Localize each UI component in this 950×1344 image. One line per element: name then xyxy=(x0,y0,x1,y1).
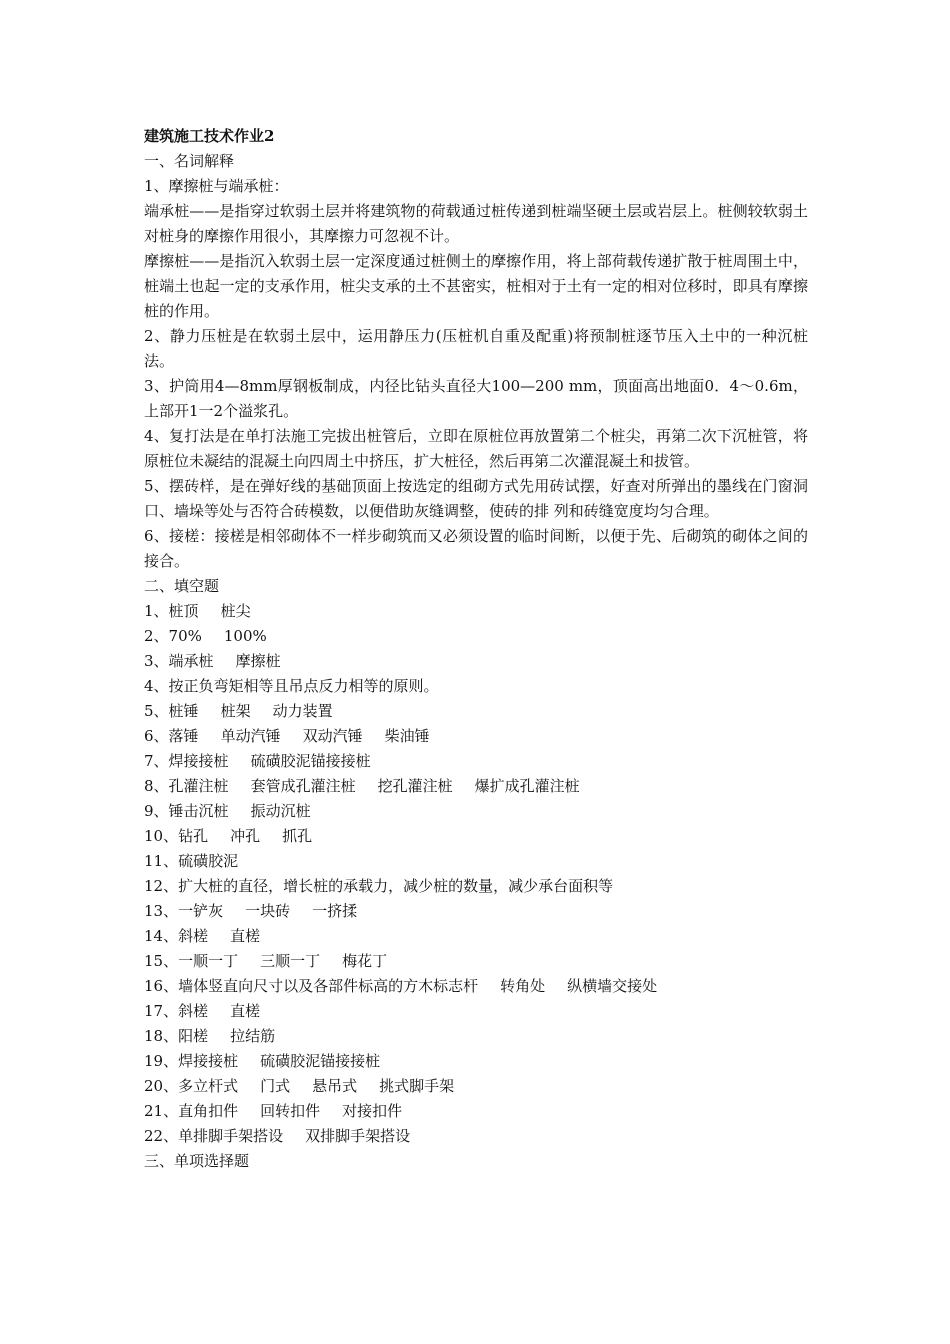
answer-part: 锤击沉桩 xyxy=(168,802,229,820)
answer-number: 14、 xyxy=(144,927,179,945)
answer-line xyxy=(144,599,808,624)
answer-line xyxy=(144,999,808,1024)
definition-paragraph: 5、摆砖样，是在弹好线的基础顶面上按选定的组砌方式先用砖试摆，好查对所弹出的墨线在门窗洞口、墙垛等处与否符合砖模数，以便借助灰缝调整，使砖的排 列和砖缝宽度均匀合理。 xyxy=(144,477,808,520)
answer-part: 一顺一丁 xyxy=(178,952,239,970)
answer-part: 斜槎 xyxy=(178,1002,209,1020)
answer-number: 3、 xyxy=(144,652,169,670)
answer-part: 抓孔 xyxy=(282,827,313,845)
answer-part: 套管成孔灌注桩 xyxy=(250,777,356,795)
definition-paragraph: 4、复打法是在单打法施工完拔出桩管后，立即在原桩位再放置第二个桩尖，再第二次下沉桩管，将原桩位未凝结的混凝土向四周土中挤压，扩大桩径，然后再第二次灌混凝土和拔管。 xyxy=(144,427,808,470)
answer-part: 焊接接桩 xyxy=(178,1052,239,1070)
answer-line xyxy=(144,699,808,724)
answer-part: 硫磺胶泥 xyxy=(178,852,239,870)
definition-paragraph: 摩擦桩——是指沉入软弱土层一定深度通过桩侧土的摩擦作用，将上部荷载传递扩散于桩周围土中，桩端土也起一定的支承作用，桩尖支承的土不甚密实，桩相对于土有一定的相对位移时，即具有摩擦桩的作用。 xyxy=(144,252,808,320)
answer-line xyxy=(144,899,808,924)
answer-part: 孔灌注桩 xyxy=(168,777,229,795)
answer-part: 焊接接桩 xyxy=(168,752,229,770)
answer-line xyxy=(144,749,808,774)
definition-paragraph: 6、接槎：接槎是相邻砌体不一样步砌筑而又必须设置的临时间断，以便于先、后砌筑的砌体之间的接合。 xyxy=(144,527,808,570)
answer-line xyxy=(144,1099,808,1124)
section-heading-single-choice: 三、单项选择题 xyxy=(144,1152,250,1170)
answer-part: 斜槎 xyxy=(178,927,209,945)
answer-part: 桩架 xyxy=(220,702,251,720)
answer-number: 4、 xyxy=(144,677,169,695)
answer-part: 100% xyxy=(223,627,267,645)
answer-number: 9、 xyxy=(144,802,169,820)
answer-part: 墙体竖直向尺寸以及各部件标高的方木标志杆 xyxy=(178,977,479,995)
section-heading-fill-blanks: 二、填空题 xyxy=(144,577,220,595)
answer-part: 桩尖 xyxy=(220,602,251,620)
answer-part: 一铲灰 xyxy=(178,902,224,920)
answer-part: 桩顶 xyxy=(168,602,199,620)
answer-number: 22、 xyxy=(144,1127,179,1145)
answer-line xyxy=(144,824,808,849)
answer-line xyxy=(144,849,808,874)
answer-line xyxy=(144,624,808,649)
answer-part: 钻孔 xyxy=(178,827,209,845)
answer-part: 扩大桩的直径，增长桩的承载力，减少桩的数量，减少承台面积等 xyxy=(178,877,614,895)
answer-part: 直角扣件 xyxy=(178,1102,239,1120)
answer-part: 对接扣件 xyxy=(342,1102,403,1120)
answer-part: 落锤 xyxy=(168,727,199,745)
document-title: 建筑施工技术作业2 xyxy=(144,127,275,145)
definition-paragraph: 端承桩——是指穿过软弱土层并将建筑物的荷载通过桩传递到桩端坚硬土层或岩层上。桩侧较软弱土对桩身的摩擦作用很小，其摩擦力可忽视不计。 xyxy=(144,202,808,245)
answer-part: 70% xyxy=(168,627,202,645)
definition-paragraph: 3、护筒用4—8mm厚钢板制成，内径比钻头直径大100—200 mm，顶面高出地面0．4～0.6m，上部开1一2个溢浆孔。 xyxy=(144,377,808,420)
answer-line xyxy=(144,799,808,824)
answer-part: 双排脚手架搭设 xyxy=(305,1127,411,1145)
answer-number: 17、 xyxy=(144,1002,179,1020)
answer-part: 拉结筋 xyxy=(230,1027,276,1045)
answer-part: 柴油锤 xyxy=(384,727,430,745)
answer-part: 回转扣件 xyxy=(260,1102,321,1120)
answer-part: 冲孔 xyxy=(230,827,261,845)
answer-number: 11、 xyxy=(144,852,179,870)
answer-part: 动力装置 xyxy=(272,702,333,720)
answer-line xyxy=(144,674,808,699)
answer-line xyxy=(144,874,808,899)
answer-part: 挖孔灌注桩 xyxy=(377,777,453,795)
answer-number: 21、 xyxy=(144,1102,179,1120)
section-heading-definitions: 一、名词解释 xyxy=(144,152,235,170)
answer-line xyxy=(144,1074,808,1099)
document-body xyxy=(144,124,808,1174)
answer-line xyxy=(144,649,808,674)
answer-part: 单排脚手架搭设 xyxy=(178,1127,284,1145)
answer-part: 直槎 xyxy=(230,927,261,945)
answer-part: 悬吊式 xyxy=(312,1077,358,1095)
answer-number: 16、 xyxy=(144,977,179,995)
answer-part: 纵横墙交接处 xyxy=(567,977,658,995)
answer-part: 转角处 xyxy=(500,977,546,995)
answer-part: 梅花丁 xyxy=(342,952,388,970)
answer-line xyxy=(144,924,808,949)
answer-line xyxy=(144,774,808,799)
answer-number: 5、 xyxy=(144,702,169,720)
answer-number: 2、 xyxy=(144,627,169,645)
answer-part: 多立杆式 xyxy=(178,1077,239,1095)
answer-part: 桩锤 xyxy=(168,702,199,720)
fill-blank-answers xyxy=(144,599,808,1149)
answer-part: 挑式脚手架 xyxy=(379,1077,455,1095)
answer-number: 8、 xyxy=(144,777,169,795)
answer-number: 19、 xyxy=(144,1052,179,1070)
answer-part: 三顺一丁 xyxy=(260,952,321,970)
answer-part: 门式 xyxy=(260,1077,291,1095)
definition-paragraph: 2、静力压桩是在软弱土层中，运用静压力(压桩机自重及配重)将预制桩逐节压入土中的一种沉桩法。 xyxy=(144,327,808,370)
answer-part: 按正负弯矩相等且吊点反力相等的原则。 xyxy=(168,677,439,695)
answer-line xyxy=(144,1124,808,1149)
answer-part: 端承桩 xyxy=(168,652,214,670)
answer-part: 阳槎 xyxy=(178,1027,209,1045)
answer-number: 15、 xyxy=(144,952,179,970)
answer-number: 20、 xyxy=(144,1077,179,1095)
answer-line xyxy=(144,974,808,999)
answer-number: 7、 xyxy=(144,752,169,770)
answer-part: 一块砖 xyxy=(245,902,291,920)
answer-part: 振动沉桩 xyxy=(250,802,311,820)
answer-part: 双动汽锤 xyxy=(302,727,363,745)
answer-line xyxy=(144,1024,808,1049)
answer-part: 单动汽锤 xyxy=(220,727,281,745)
answer-part: 硫磺胶泥锚接接桩 xyxy=(260,1052,381,1070)
answer-line xyxy=(144,724,808,749)
answer-part: 一挤揉 xyxy=(312,902,358,920)
answer-part: 直槎 xyxy=(230,1002,261,1020)
answer-part: 硫磺胶泥锚接接桩 xyxy=(250,752,371,770)
answer-part: 摩擦桩 xyxy=(235,652,281,670)
answer-number: 13、 xyxy=(144,902,179,920)
answer-number: 18、 xyxy=(144,1027,179,1045)
answer-line xyxy=(144,949,808,974)
definitions-list xyxy=(144,174,808,574)
definition-paragraph: 1、摩擦桩与端承桩： xyxy=(144,177,289,195)
answer-number: 1、 xyxy=(144,602,169,620)
answer-number: 6、 xyxy=(144,727,169,745)
answer-line xyxy=(144,1049,808,1074)
answer-number: 12、 xyxy=(144,877,179,895)
answer-part: 爆扩成孔灌注桩 xyxy=(474,777,580,795)
answer-number: 10、 xyxy=(144,827,179,845)
